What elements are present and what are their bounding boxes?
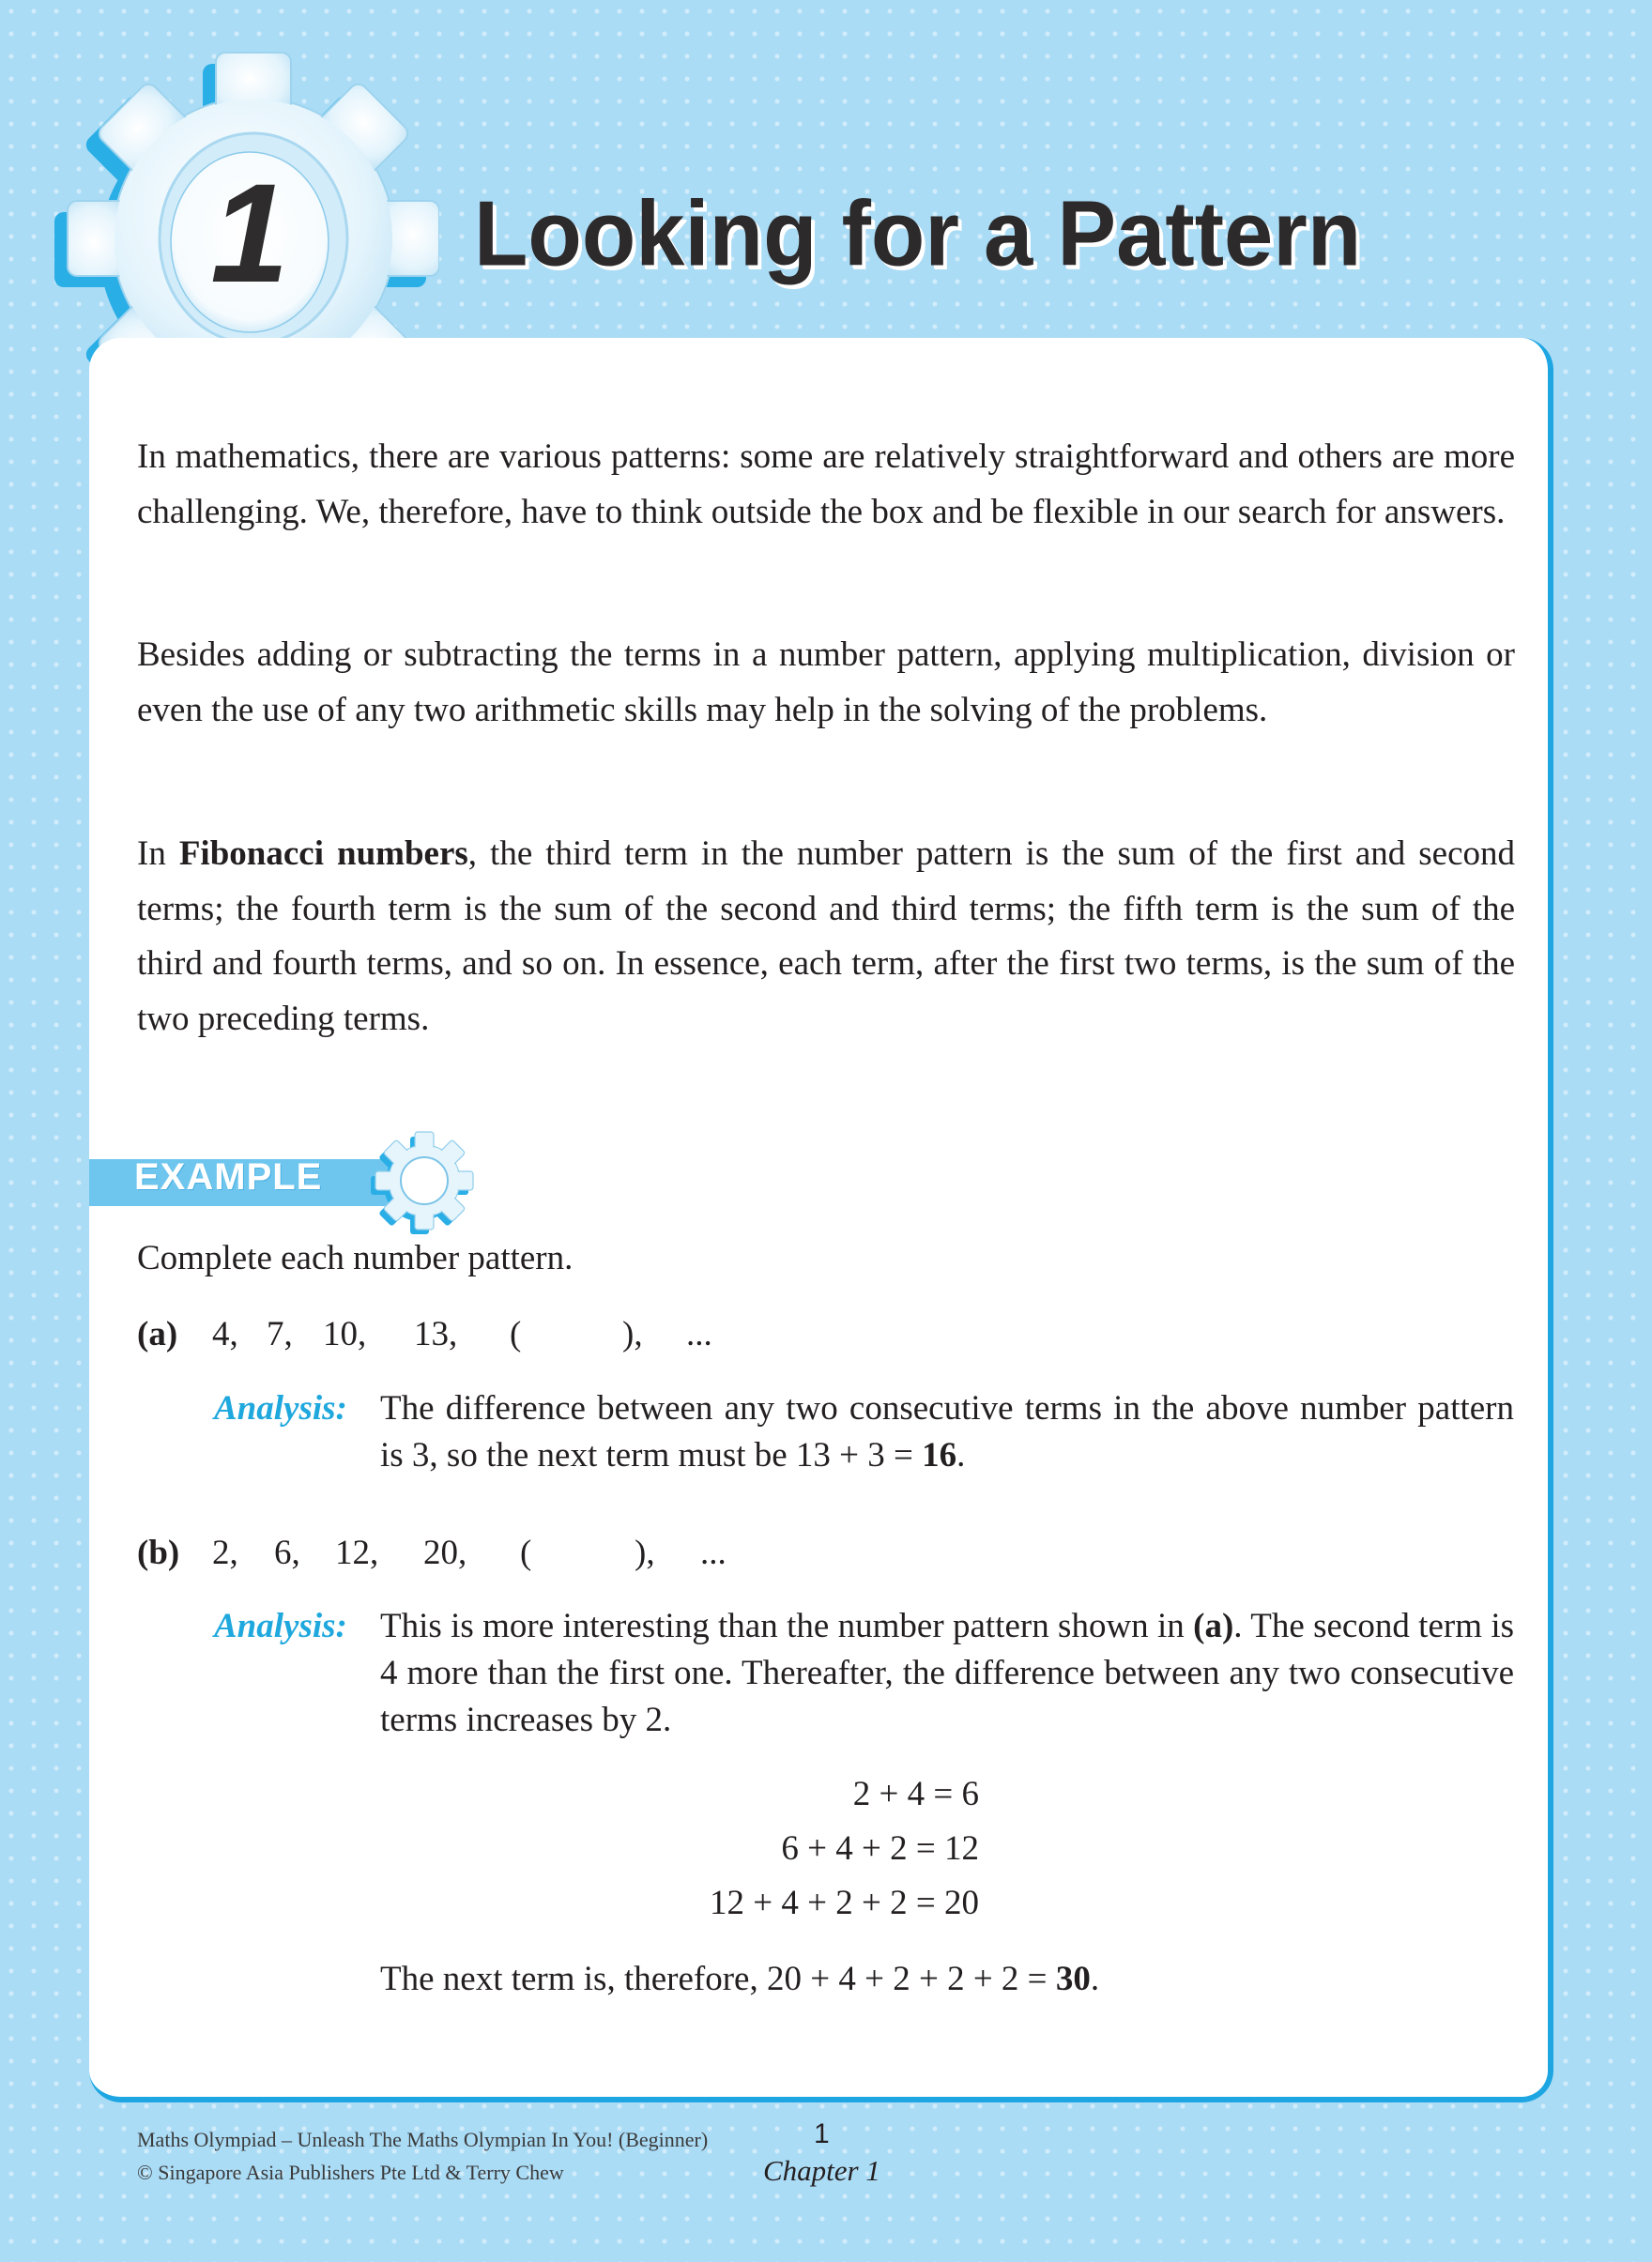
conclusion-b: The next term is, therefore, 20 + 4 + 2 + 2 + 2 = 30. xyxy=(380,1960,1100,1998)
analysis-label-b: Analysis: xyxy=(214,1607,347,1645)
footer-book-title: Maths Olympiad – Unleash The Maths Olympian In You! (Beginner) xyxy=(137,2128,709,2151)
footer-copyright: © Singapore Asia Publishers Pte Ltd & Terry Chew xyxy=(137,2161,564,2184)
calculation-line-2: 6 + 4 + 2 = 12 xyxy=(781,1829,979,1868)
sequence-b: (b) 2, 6, 12, 20, ( ), ... xyxy=(137,1532,727,1575)
answer-a: 16 xyxy=(922,1436,957,1475)
fibonacci-term: Fibonacci numbers xyxy=(178,834,468,873)
intro-paragraph-3: In Fibonacci numbers, the third term in the number pattern is the sum of the first and second terms; the fourth term is the sum of the second and third terms; the fifth term is the sum of the third and fourth terms, and so on. In essence, each term, after the first two terms, is the sum of the two preceding terms. xyxy=(137,834,1516,1038)
calculation-line-1: 2 + 4 = 6 xyxy=(852,1775,979,1813)
intro-paragraph-1: In mathematics, there are various patterns: some are relatively straightforward and others are more challenging. We, therefore, have to think outside the box and be flexible in our search for answers. xyxy=(137,437,1515,531)
sequence-a: (a) 4, 7, 10, 13, ( ), ... xyxy=(137,1313,712,1356)
reference-part-a: (a) xyxy=(1193,1607,1234,1645)
example-gear-icon xyxy=(368,1126,479,1237)
example-label: EXAMPLE xyxy=(134,1156,323,1198)
page-number: 1 xyxy=(814,2118,830,2149)
intro-paragraph-2: Besides adding or subtracting the terms in a number pattern, applying multiplication, division or even the use of any two arithmetic skills may help in the solving of the problems. xyxy=(137,635,1515,729)
chapter-number: 1 xyxy=(210,154,289,312)
calculation-line-3: 12 + 4 + 2 + 2 = 20 xyxy=(710,1884,979,1922)
part-label-b: (b) xyxy=(137,1534,180,1572)
analysis-text-a: The difference between any two consecutive terms in the above number pattern is 3, so the next term must be 13 + 3 = 16. xyxy=(380,1389,1514,1475)
page-title: Looking for a Pattern xyxy=(474,181,1362,285)
analysis-text-b: This is more interesting than the number pattern shown in (a). The second term is 4 more than the first one. Thereafter, the difference between any two consecutive terms increases by 2. xyxy=(380,1607,1514,1739)
answer-b: 30 xyxy=(1055,1960,1091,1998)
example-instruction: Complete each number pattern. xyxy=(137,1239,574,1277)
analysis-label-a: Analysis: xyxy=(214,1389,347,1428)
footer-chapter-label: Chapter 1 xyxy=(763,2154,880,2187)
part-label-a: (a) xyxy=(137,1315,178,1353)
